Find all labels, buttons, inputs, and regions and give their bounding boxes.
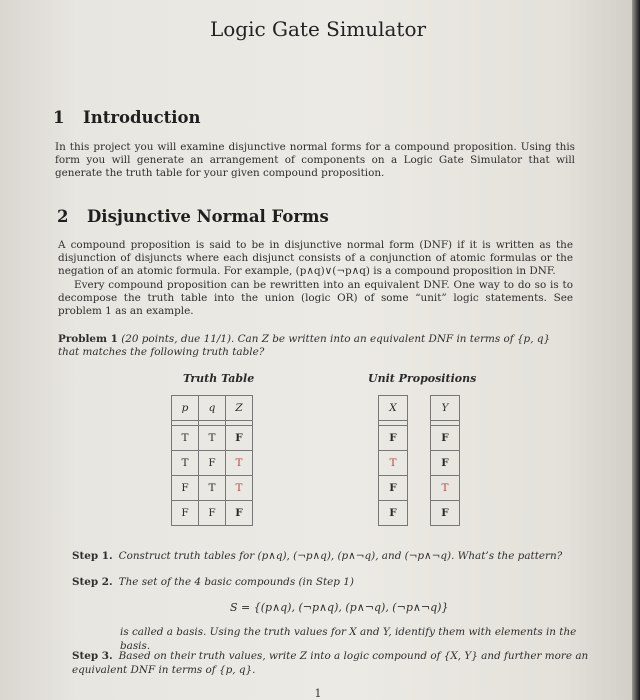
paragraph: In this project you will examine disjunctive normal forms for a compound proposition. Using this form you will generate an arrangement of components on a Logic Gate Simulator that will generate the truth table for your given compound proposition.	[55, 141, 575, 180]
section-2-body	[58, 239, 573, 318]
step-label: Step 1.	[72, 550, 113, 562]
basis-formula: S = {(p∧q), (¬p∧q), (p∧¬q), (¬p∧¬q)}	[230, 601, 449, 614]
table-cell: F	[379, 476, 408, 501]
table-cell: F	[226, 426, 253, 451]
section-title: Disjunctive Normal Forms	[87, 207, 329, 226]
header-cell: Y	[431, 396, 460, 421]
page-number: 1	[314, 687, 322, 700]
table-cell: F	[431, 501, 460, 526]
table-cell: F	[379, 426, 408, 451]
problem-label: Problem 1	[58, 333, 118, 345]
table-cell: T	[172, 426, 199, 451]
section-title: Introduction	[83, 108, 201, 127]
table-cell: T	[226, 476, 253, 501]
header-cell: q	[199, 396, 226, 421]
unit-table-caption: Unit Propositions	[368, 372, 477, 385]
table-cell: T	[431, 476, 460, 501]
table-cell: F	[199, 501, 226, 526]
unit-table-y	[430, 395, 460, 526]
header-cell: p	[172, 396, 199, 421]
step-1	[72, 550, 602, 564]
table-cell: F	[431, 426, 460, 451]
step-text: The set of the 4 basic compounds (in Step 1)	[118, 576, 354, 588]
step-3	[72, 650, 592, 677]
step-label: Step 2.	[72, 576, 113, 588]
table-cell: T	[172, 451, 199, 476]
step-2	[72, 576, 572, 590]
step-2-continuation: is called a basis. Using the truth values for X and Y, identify them with elements in the basis.	[120, 626, 577, 652]
page-edge-shadow	[632, 0, 640, 700]
table-cell: F	[379, 501, 408, 526]
section-number: 2	[57, 207, 69, 226]
table-cell: F	[226, 501, 253, 526]
header-cell: Z	[226, 396, 253, 421]
section-1-body	[55, 141, 575, 181]
section-1-heading	[53, 108, 201, 127]
step-label: Step 3.	[72, 650, 113, 662]
truth-table	[171, 395, 253, 526]
table-cell: T	[226, 451, 253, 476]
header-cell: X	[379, 396, 408, 421]
unit-table-x	[378, 395, 408, 526]
paragraph: A compound proposition is said to be in disjunctive normal form (DNF) if it is written as the disjunction of disjuncts where each disjunct consists of a conjunction of atomic formulas or the negation of an atomic formula. For example, (p∧q)∨(¬p∧q) is a compound proposition in DNF.	[58, 239, 573, 278]
step-text: Based on their truth values, write Z into a logic compound of {X, Y} and further more an equivalent DNF in terms of {p, q}.	[72, 650, 589, 676]
table-cell: T	[379, 451, 408, 476]
section-2-heading	[57, 207, 329, 226]
truth-table-caption: Truth Table	[183, 372, 255, 385]
table-cell: F	[199, 451, 226, 476]
table-cell: F	[431, 451, 460, 476]
table-cell: T	[199, 476, 226, 501]
step-text: Construct truth tables for (p∧q), (¬p∧q), (p∧¬q), and (¬p∧¬q). What’s the pattern?	[118, 550, 563, 562]
table-cell: F	[172, 501, 199, 526]
document-title: Logic Gate Simulator	[209, 17, 427, 41]
table-cell: T	[199, 426, 226, 451]
problem-statement	[58, 333, 570, 359]
section-number: 1	[53, 108, 65, 127]
paragraph: Every compound proposition can be rewritten into an equivalent DNF. One way to do so is to decompose the truth table into the union (logic OR) of some “unit” logic statements. See problem 1 as an example.	[58, 278, 573, 318]
table-cell: F	[172, 476, 199, 501]
problem-text: (20 points, due 11/1). Can Z be written into an equivalent DNF in terms of {p, q} that matches the following truth table?	[58, 333, 551, 358]
